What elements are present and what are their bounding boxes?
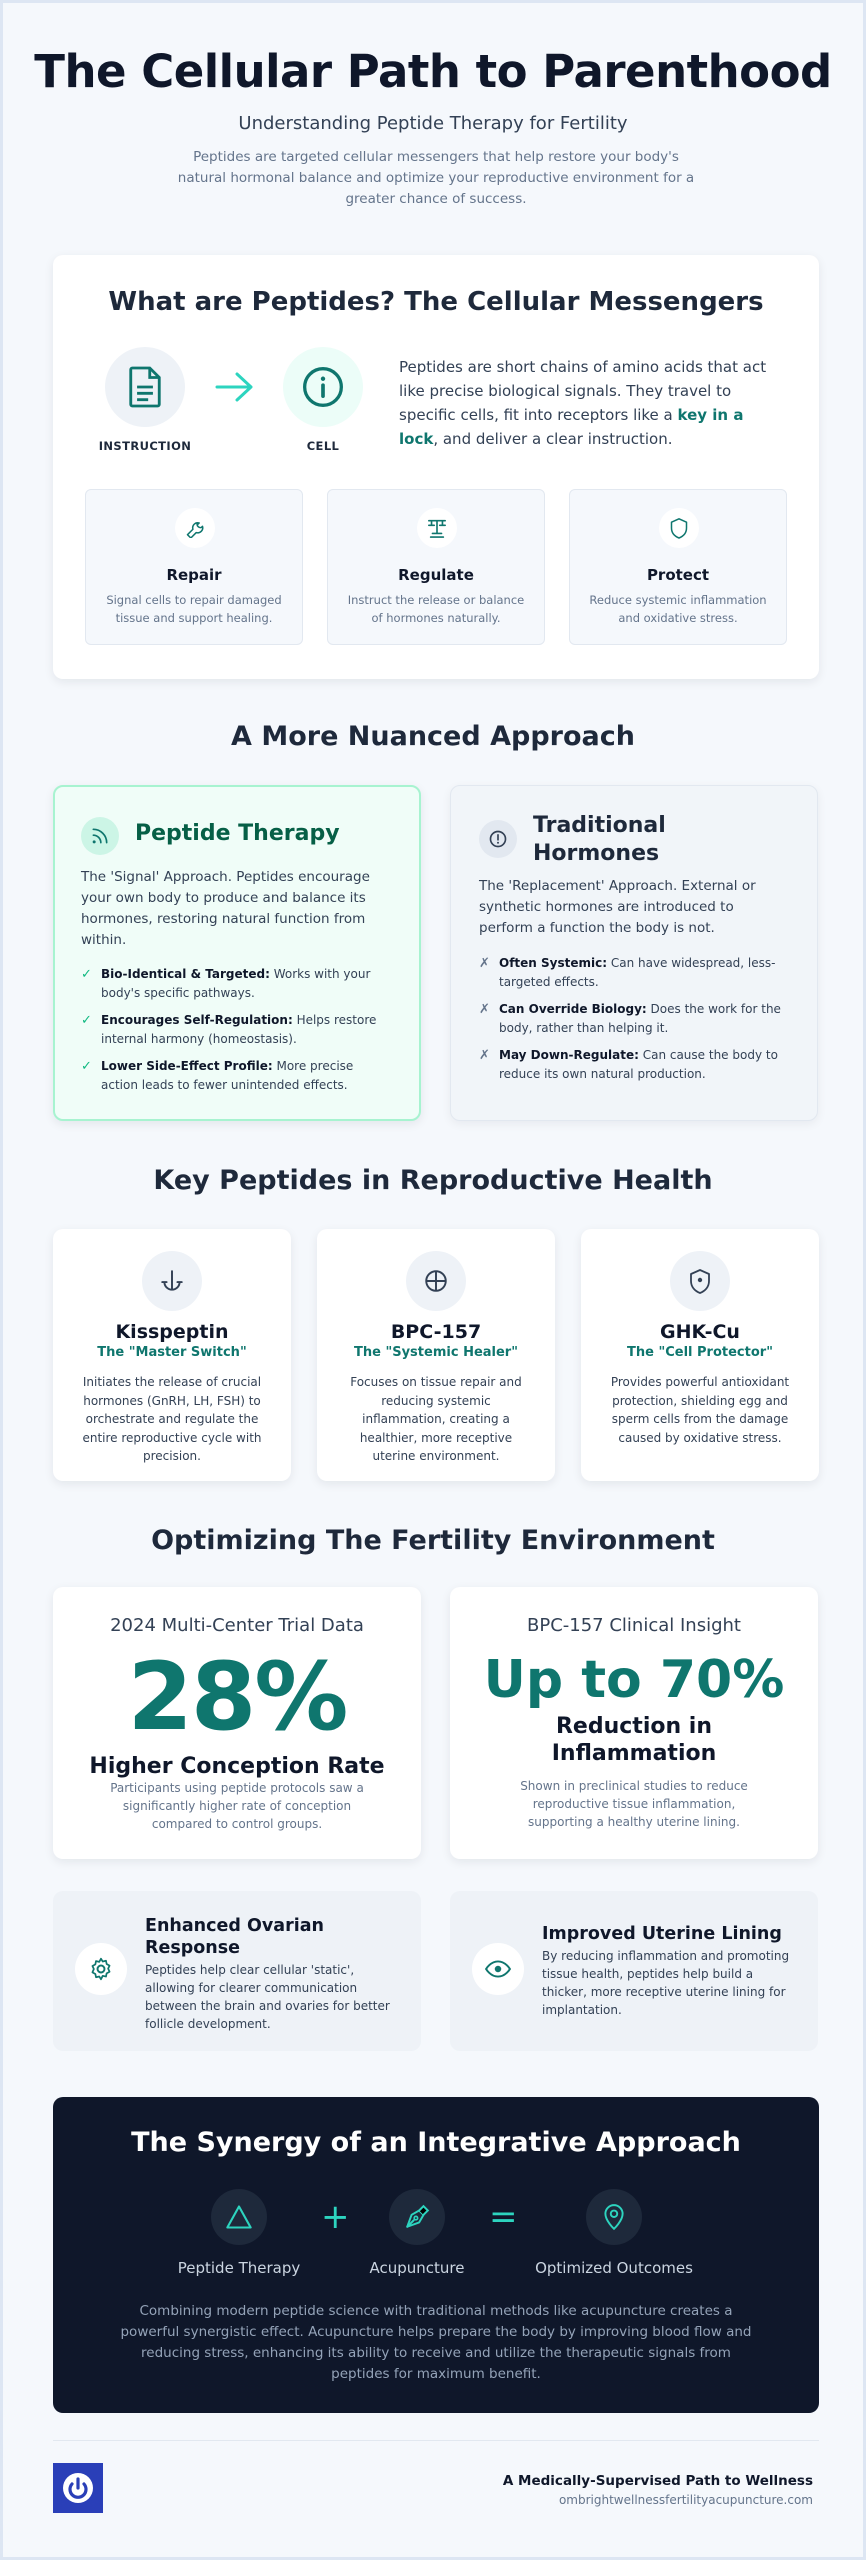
inflammation-stat-card [450,1587,818,1859]
list-item: ✓ Encourages Self-Regulation: Helps restore internal harmony (homeostasis). [81,1013,377,1046]
feature-desc: Peptides help clear cellular 'static', allowing for clearer communication between the brain and ovaries for better follicle development. [145,1963,390,2031]
footer-url[interactable]: ombrightwellnessfertilityacupuncture.com [558,2493,813,2507]
ghk-cu-tag: The "Cell Protector" [627,1345,773,1360]
shield-dot-icon [670,1251,730,1311]
crosshair-icon [406,1251,466,1311]
repair-desc: Signal cells to repair damaged tissue and support healing. [106,593,282,625]
page-subtitle: Understanding Peptide Therapy for Fertility [238,113,628,134]
synergy-title: The Synergy of an Integrative Approach [131,2127,741,2158]
peptide-therapy-title: Peptide Therapy [135,821,340,846]
regulate-title: Regulate [398,566,474,584]
bpc-157-desc: Focuses on tissue repair and reducing systemic inflammation, creating a healthier, more receptive uterine environment. [350,1375,522,1463]
plus-sign: + [321,2197,350,2237]
footer-tagline: A Medically-Supervised Path to Wellness [502,2473,813,2489]
repair-card [85,489,303,645]
alert-icon [479,820,517,858]
triangle-icon [211,2189,267,2245]
document-icon [105,347,185,427]
instruction-label: INSTRUCTION [98,439,192,453]
eye-icon [472,1943,524,1995]
anchor-icon [142,1251,202,1311]
kisspeptin-card [53,1229,291,1481]
synergy-label: Peptide Therapy [177,2259,301,2277]
traditional-hormones-title: Traditional Hormones [533,813,666,866]
synergy-panel [53,2097,819,2413]
page-intro: Peptides are targeted cellular messengers that help restore your body's natural hormonal balance and optimize your reproductive environment for a greater chance of success. [177,149,695,207]
ovarian-response-card [53,1891,421,2051]
cell-label: CELL [306,439,340,453]
traditional-hormones-card [450,785,818,1121]
protect-desc: Reduce systemic inflammation and oxidative stress. [589,593,767,625]
nuanced-title: A More Nuanced Approach [231,721,635,752]
ghk-cu-desc: Provides powerful antioxidant protection, shielding egg and sperm cells from the damage caused by oxidative stress. [610,1375,790,1445]
conception-stat-card [53,1587,421,1859]
list-item: ✓ Bio-Identical & Targeted: Works with your body's specific pathways. [81,967,371,1000]
traditional-hormones-desc: The 'Replacement' Approach. External or synthetic hormones are introduced to perform a function the body is not. [479,878,756,936]
balance-icon [417,508,457,548]
key-peptides-title: Key Peptides in Reproductive Health [153,1165,713,1196]
bpc-157-name: BPC-157 [390,1321,482,1343]
bpc-157-tag: The "Systemic Healer" [353,1345,518,1360]
synergy-desc: Combining modern peptide science with traditional methods like acupuncture creates a powerful synergistic effect. Acupuncture helps prepare the body by improving blood flow and reducing stress, enhancing its ability to receive and utilize the therapeutic signals from peptides for maximum benefit. [120,2303,752,2382]
stat-label: BPC-157 Clinical Insight [527,1615,741,1636]
stat-value: 28% [127,1643,347,1752]
arrow-right-icon [213,369,257,405]
protect-card [569,489,787,645]
stat-desc: Participants using peptide protocols saw a significantly higher rate of conception compared to control groups. [110,1781,364,1831]
regulate-desc: Instruct the release or balance of hormones naturally. [347,593,525,625]
brand-logo [53,2463,103,2513]
kisspeptin-desc: Initiates the release of crucial hormones (GnRH, LH, FSH) to orchestrate and regulate the entire reproductive cycle with precision. [82,1375,262,1463]
ghk-cu-card [581,1229,819,1481]
synergy-label: Acupuncture [369,2259,465,2277]
stat-desc: Shown in preclinical studies to reduce reproductive tissue inflammation, supporting a healthy uterine lining. [520,1779,748,1829]
kisspeptin-tag: The "Master Switch" [97,1345,247,1360]
bpc-157-card [317,1229,555,1481]
feature-title: Improved Uterine Lining [542,1924,782,1944]
ghk-cu-name: GHK-Cu [660,1321,740,1343]
list-item: ✗ May Down-Regulate: Can cause the body to reduce its own natural production. [479,1048,778,1081]
uterine-lining-card [450,1891,818,2051]
wrench-icon [175,508,215,548]
protect-title: Protect [646,566,710,584]
stat-heading: Higher Conception Rate [89,1754,385,1779]
list-item: ✗ Often Systemic: Can have widespread, less-targeted effects. [479,956,776,989]
gear-icon [75,1943,127,1995]
pen-nib-icon [389,2189,445,2245]
feature-desc: By reducing inflammation and promoting tissue health, peptides help build a thicker, more receptive uterine lining for implantation. [542,1949,790,2017]
map-pin-icon [586,2189,642,2245]
kisspeptin-name: Kisspeptin [115,1321,229,1343]
footer-divider [53,2440,819,2441]
stat-heading: Reduction in Inflammation [551,1714,717,1766]
repair-title: Repair [166,566,222,584]
signal-icon [81,817,119,855]
info-icon [283,347,363,427]
list-item: ✗ Can Override Biology: Does the work for the body, rather than helping it. [479,1002,781,1035]
what-are-peptides-title: What are Peptides? The Cellular Messengers [108,287,764,317]
synergy-label: Optimized Outcomes [535,2259,693,2277]
equals-sign: = [489,2197,518,2237]
peptide-therapy-desc: The 'Signal' Approach. Peptides encourage your own body to produce and balance its hormones, restoring natural function from within. [81,869,370,948]
list-item: ✓ Lower Side-Effect Profile: More precise action leads to fewer unintended effects. [81,1059,354,1092]
peptide-therapy-card [53,785,421,1121]
shield-icon [659,508,699,548]
feature-title: Enhanced Ovarian Response [145,1916,324,1958]
what-are-peptides-card [53,255,819,679]
stat-value: Up to 70% [483,1650,785,1710]
page-title: The Cellular Path to Parenthood [34,45,832,98]
regulate-card [327,489,545,645]
stat-label: 2024 Multi-Center Trial Data [110,1615,364,1636]
peptides-description: Peptides are short chains of amino acids that act like precise biological signals. They travel to specific cells, fit into receptors like a key in a lock, and deliver a clear instruction. [399,358,767,448]
optimizing-title: Optimizing The Fertility Environment [151,1525,715,1556]
